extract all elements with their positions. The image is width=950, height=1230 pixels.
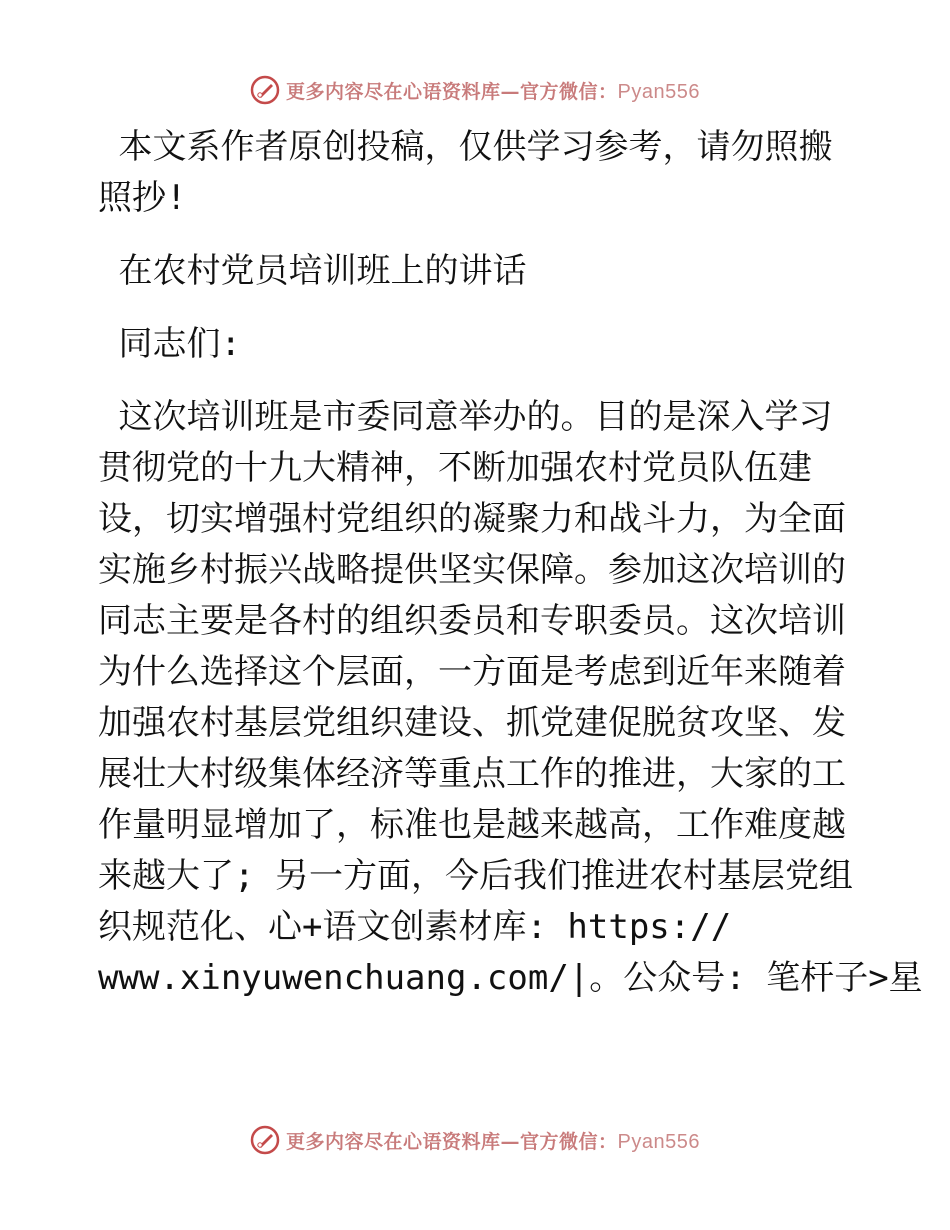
document-body: [98, 122, 923, 1026]
text-line: 为什么选择这个层面，一方面是考虑到近年来随着: [98, 652, 846, 692]
header-banner-text: 更多内容尽在心语资料库—官方微信：Pyan556: [286, 80, 700, 103]
text-line: www.xinyuwenchuang.com/|。公众号: 笔杆子>星: [98, 958, 923, 998]
text-line: 贯彻党的十九大精神，不断加强农村党员队伍建: [98, 448, 812, 488]
paragraph: [98, 122, 858, 224]
quill-logo-icon: [250, 75, 280, 105]
text-line: 本文系作者原创投稿，仅供学习参考，请勿照搬: [98, 127, 833, 167]
text-line: 织规范化、心+语文创素材库: https://: [98, 907, 732, 947]
footer-banner: [0, 1120, 950, 1160]
paragraph: [98, 319, 858, 370]
quill-logo-icon: [250, 1125, 280, 1155]
text-line: 在农村党员培训班上的讲话: [98, 251, 527, 291]
text-line: 加强农村基层党组织建设、抓党建促脱贫攻坚、发: [98, 703, 846, 743]
text-line: 同志们:: [98, 324, 241, 364]
text-line: 实施乡村振兴战略提供坚实保障。参加这次培训的: [98, 550, 846, 590]
header-banner: [0, 70, 950, 110]
text-line: 照抄!: [98, 178, 187, 218]
text-line: 作量明显增加了，标准也是越来越高，工作难度越: [98, 805, 846, 845]
paragraph: [98, 392, 923, 1004]
text-line: 同志主要是各村的组织委员和专职委员。这次培训: [98, 601, 846, 641]
text-line: 来越大了; 另一方面，今后我们推进农村基层党组: [98, 856, 853, 896]
text-line: 这次培训班是市委同意举办的。目的是深入学习: [98, 397, 833, 437]
text-line: 设，切实增强村党组织的凝聚力和战斗力，为全面: [98, 499, 846, 539]
paragraph: [98, 246, 858, 297]
text-line: 展壮大村级集体经济等重点工作的推进，大家的工: [98, 754, 846, 794]
footer-banner-text: 更多内容尽在心语资料库—官方微信：Pyan556: [286, 1130, 700, 1153]
